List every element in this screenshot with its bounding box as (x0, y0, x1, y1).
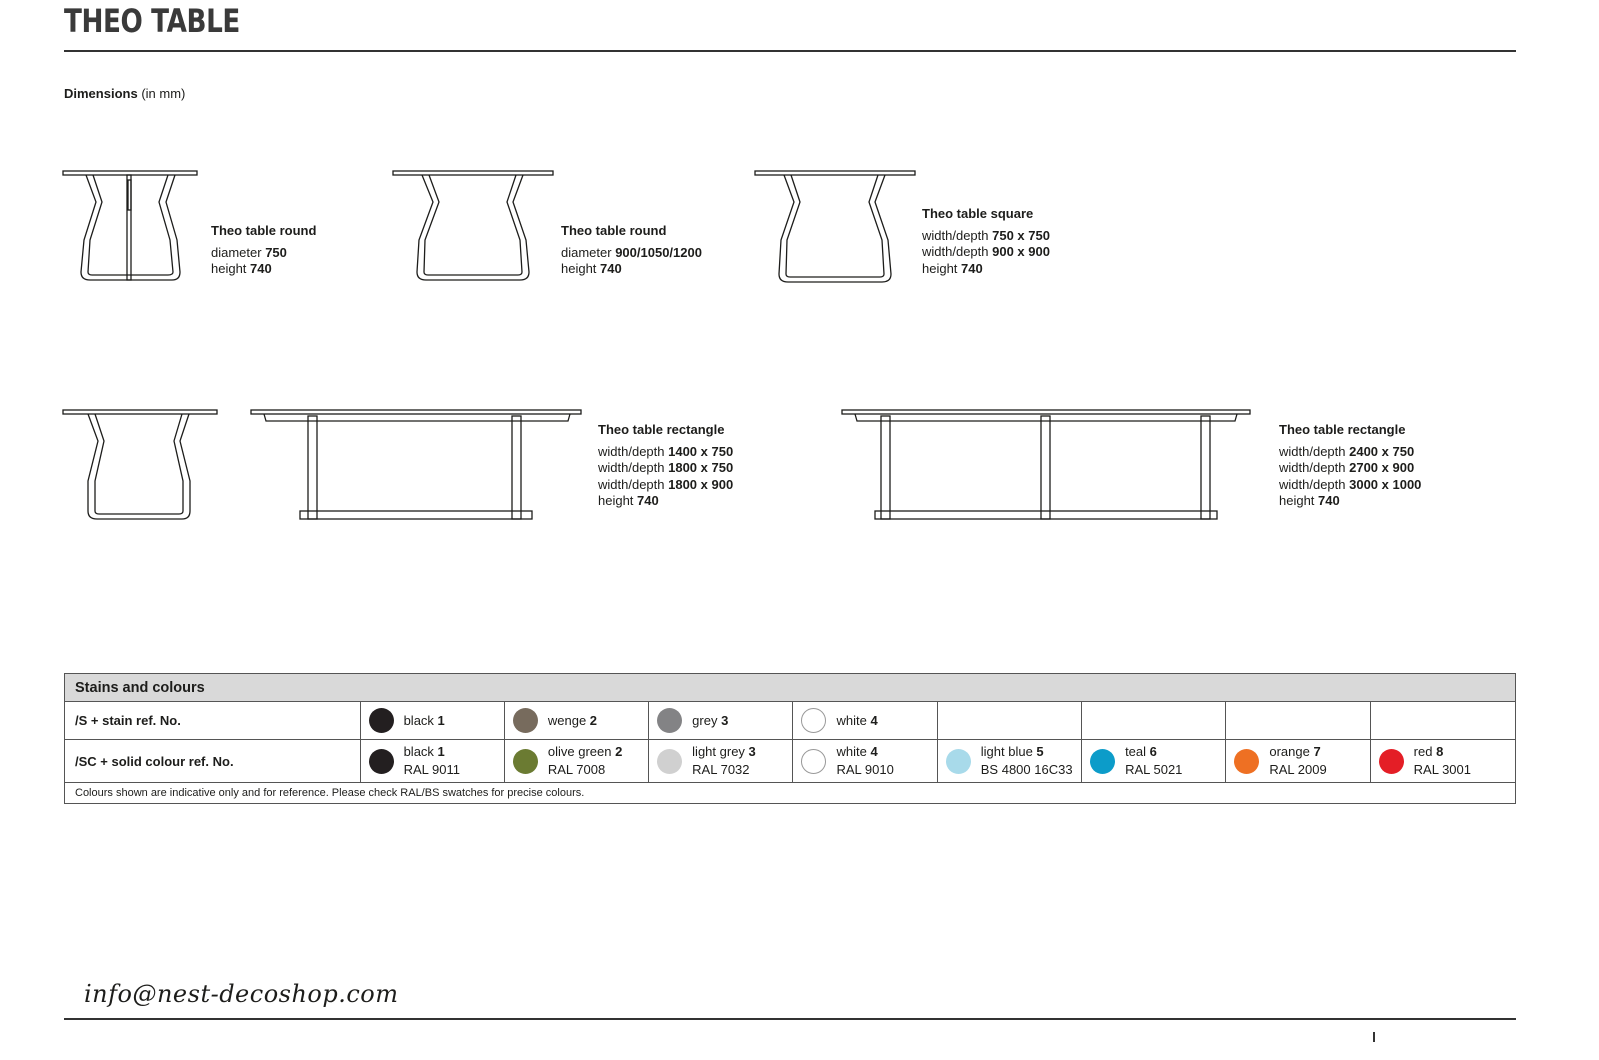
colours-heading: Stains and colours (65, 674, 1515, 702)
solid-cell-olive-green: olive green 2 RAL 7008 (505, 740, 649, 782)
spec-line: diameter 900/1050/1200 (561, 244, 702, 260)
drawing-rectangle-large (841, 407, 1253, 523)
empty-cell (1226, 702, 1370, 739)
drawing-round-750 (62, 168, 200, 284)
swatch (369, 708, 394, 733)
dimensions-label: Dimensions (64, 86, 138, 101)
swatch (1234, 749, 1259, 774)
spec-line: height 740 (561, 261, 622, 276)
spec-line: width/depth 2700 x 900 (1279, 460, 1415, 475)
swatch (369, 749, 394, 774)
empty-cell (938, 702, 1082, 739)
spec-line: width/depth 3000 x 1000 (1279, 476, 1422, 492)
product-title: Theo table rectangle (1279, 422, 1406, 437)
spec-line: height 740 (211, 261, 272, 276)
footer-rule (64, 1018, 1516, 1020)
stain-cell-white: white 4 (793, 702, 937, 739)
swatch (801, 708, 826, 733)
product-caption (598, 422, 733, 510)
drawing-rectangle-front (250, 407, 584, 523)
solid-cell-light-grey: light grey 3 RAL 7032 (649, 740, 793, 782)
spec-line: width/depth 750 x 750 (922, 227, 1050, 243)
swatch (1379, 749, 1404, 774)
swatch (657, 749, 682, 774)
swatch (801, 749, 826, 774)
swatch (513, 749, 538, 774)
spec-line: height 740 (922, 260, 983, 276)
drawing-rectangle-side (62, 407, 220, 523)
stain-cell-wenge: wenge 2 (505, 702, 649, 739)
corner-tick (1373, 1032, 1375, 1042)
empty-cell (1371, 702, 1515, 739)
spec-line: width/depth 1800 x 900 (598, 476, 734, 492)
solid-label: /SC + solid colour ref. No. (65, 740, 361, 782)
page-title: THEO TABLE (64, 2, 240, 40)
dimensions-heading (64, 86, 185, 101)
stain-row (65, 702, 1515, 740)
spec-line: height 740 (598, 493, 659, 508)
product-title: Theo table rectangle (598, 422, 725, 437)
product-caption (922, 206, 1050, 277)
solid-cell-orange: orange 7 RAL 2009 (1226, 740, 1370, 782)
colours-table (64, 673, 1516, 804)
stain-cell-black: black 1 (361, 702, 505, 739)
drawing-square (754, 168, 918, 286)
solid-cell-white: white 4 RAL 9010 (793, 740, 937, 782)
solid-cell-teal: teal 6 RAL 5021 (1082, 740, 1226, 782)
header-rule (64, 50, 1516, 52)
spec-line: width/depth 2400 x 750 (1279, 443, 1415, 459)
product-title: Theo table round (561, 223, 667, 238)
stain-cell-grey: grey 3 (649, 702, 793, 739)
spec-line: width/depth 1400 x 750 (598, 443, 734, 459)
solid-cell-light-blue: light blue 5 BS 4800 16C33 (938, 740, 1082, 782)
stain-label: /S + stain ref. No. (65, 702, 361, 739)
solid-colour-row (65, 740, 1515, 783)
swatch (657, 708, 682, 733)
product-title: Theo table round (211, 223, 317, 238)
spec-line: width/depth 1800 x 750 (598, 460, 734, 475)
solid-cell-red: red 8 RAL 3001 (1371, 740, 1515, 782)
spec-line: height 740 (1279, 493, 1340, 508)
product-caption (561, 223, 702, 278)
swatch (513, 708, 538, 733)
solid-cell-black: black 1 RAL 9011 (361, 740, 505, 782)
spec-line: diameter 750 (211, 244, 287, 260)
product-title: Theo table square (922, 206, 1034, 221)
colours-note: Colours shown are indicative only and for reference. Please check RAL/BS swatches for precise colours. (75, 787, 585, 799)
product-caption (211, 223, 316, 278)
product-caption (1279, 422, 1421, 510)
swatch (946, 749, 971, 774)
swatch (1090, 749, 1115, 774)
contact-email[interactable]: info@nest-decoshop.com (84, 980, 399, 1008)
drawing-round-900 (392, 168, 556, 284)
empty-cell (1082, 702, 1226, 739)
spec-line: width/depth 900 x 900 (922, 244, 1050, 259)
dimensions-unit: (in mm) (141, 86, 186, 101)
